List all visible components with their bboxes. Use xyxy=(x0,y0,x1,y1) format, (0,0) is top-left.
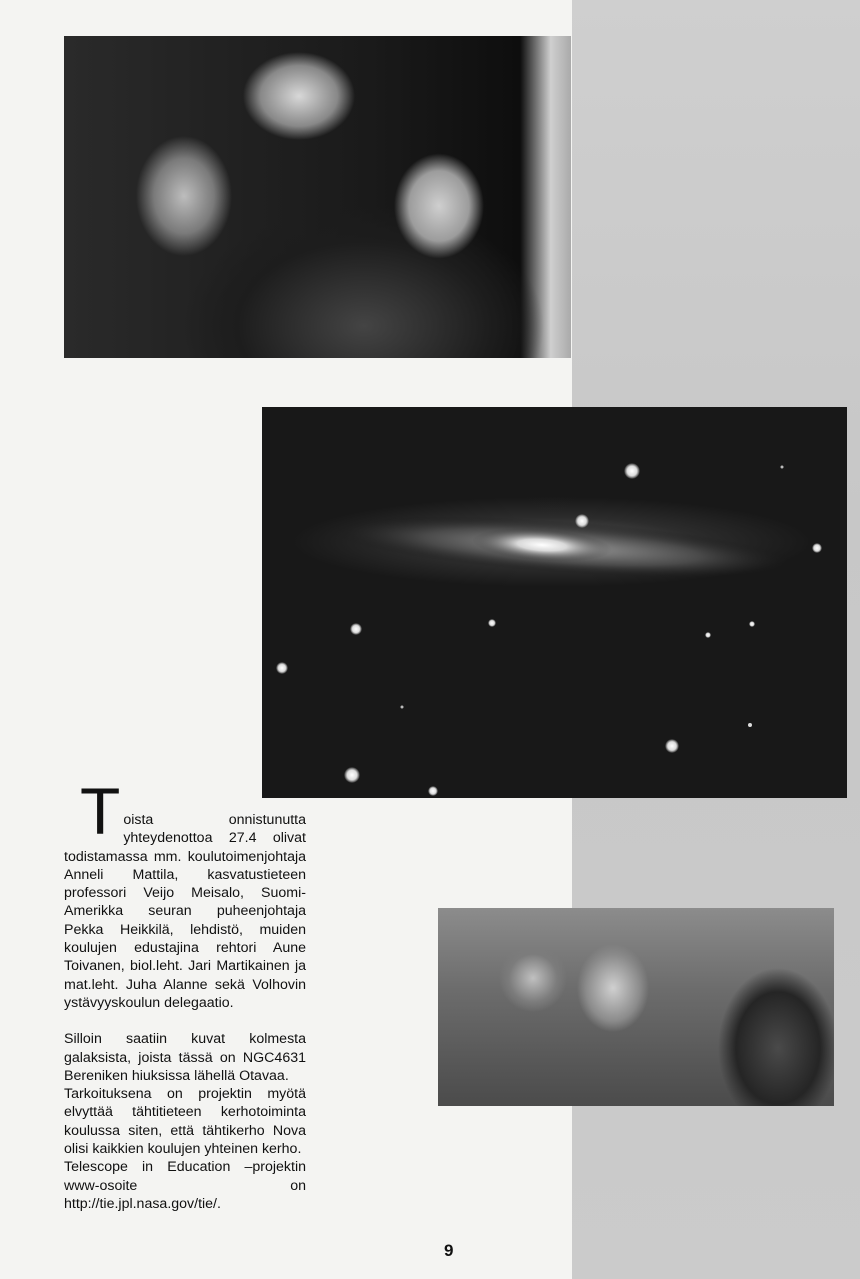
paragraph-4: Telescope in Education –projektin www-osoite on http://tie.jpl.nasa.gov/tie/. xyxy=(64,1159,306,1212)
galaxy-photo xyxy=(262,407,847,798)
paragraph-1-text: oista onnistunutta yhteydenottoa 27.4 olivat todistamassa mm. koulutoimenjohtaja Anneli Mattila, kasvatustieteen professori Veijo Meisalo, Suomi-Amerikka seuran puheenjohtaja Pekka Heikkilä, lehdistö, muiden koulujen edustajina rehtori Aune Toivanen, biol.leht. Jari Martikainen ja mat.leht. Juha Alanne sekä Volhovin ystävyyskoulun delegaatio. xyxy=(64,812,306,1011)
paragraph-3: Tarkoituksena on projektin myötä elvyttää tähtitieteen kerhotoiminta koulussa siten, että tähtikerho Nova olisi kaikkien koulujen yhteinen kerho. xyxy=(64,1086,306,1158)
page-number: 9 xyxy=(444,1241,454,1260)
paragraph-2: Silloin saatiin kuvat kolmesta galaksista, joista tässä on NGC4631 Bereniken hiuksissa lähellä Otavaa. xyxy=(64,1031,306,1084)
meeting-photo xyxy=(438,908,834,1106)
galaxy-illustration xyxy=(262,407,847,798)
dropcap: T xyxy=(80,774,121,848)
students-at-computer-photo xyxy=(64,36,571,358)
article-text xyxy=(64,774,306,1213)
